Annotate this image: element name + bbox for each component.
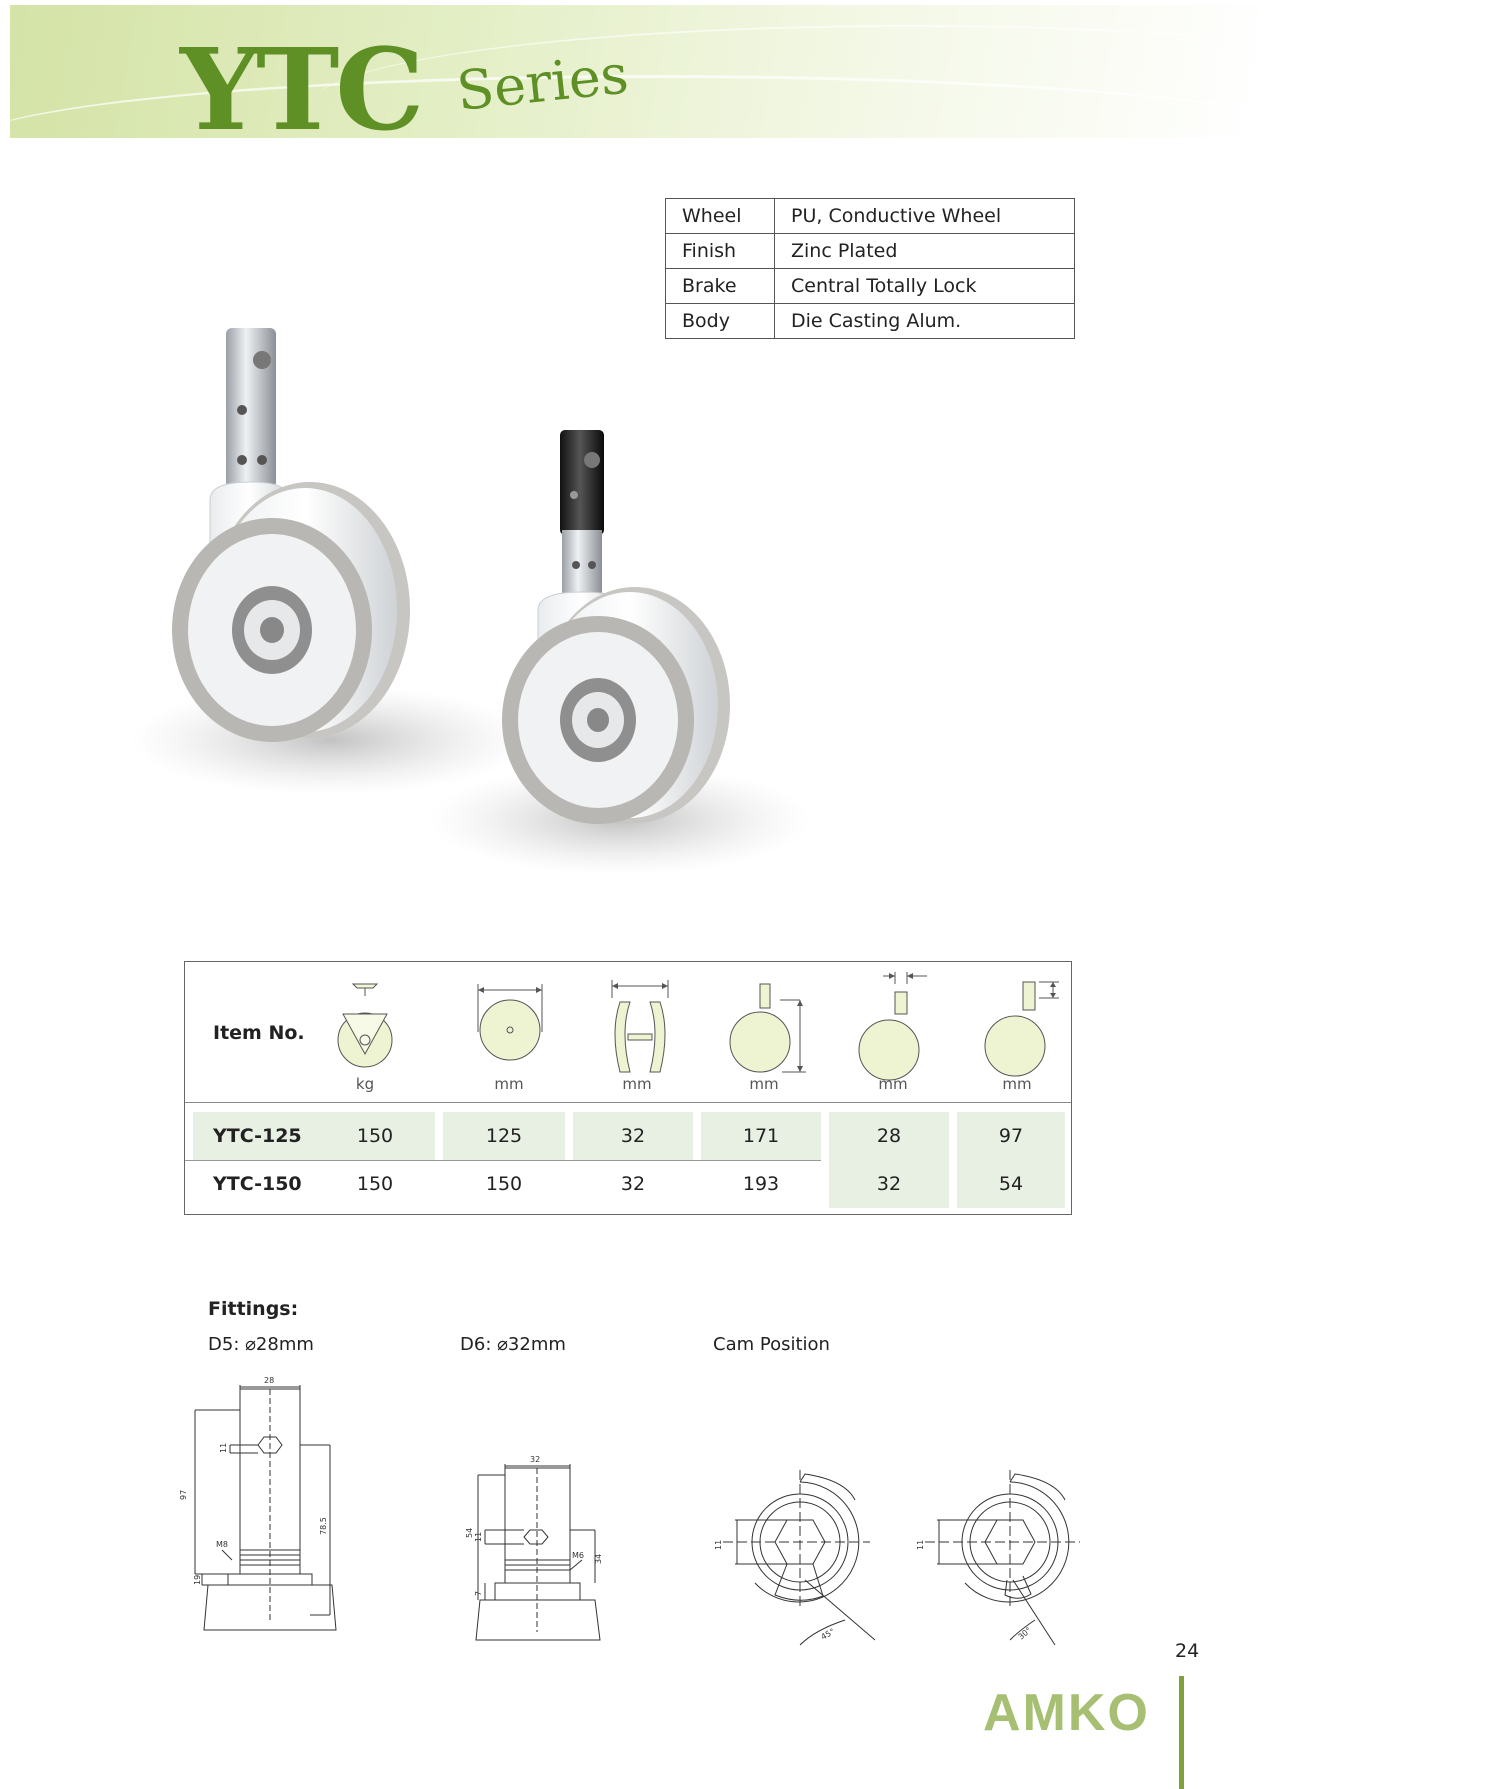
cam-angle-label: 30° [1016,1625,1034,1642]
spec-value: Zinc Plated [775,234,1075,269]
dim-label: 7 [474,1590,483,1596]
dim-label: 11 [219,1442,228,1453]
table-cell: 32 [829,1160,949,1208]
unit-label: mm [622,1075,652,1093]
dim-label: 78.5 [319,1517,328,1535]
spec-key: Brake [666,269,775,304]
brand-logo-text: AMKO [983,1684,1150,1742]
spec-row [666,234,1075,269]
spec-key: Finish [666,234,775,269]
stem-length-icon [975,972,1075,1082]
page-number: 24 [1175,1640,1200,1662]
model-cell: YTC-150 [213,1173,302,1195]
dimension-table [184,961,1072,1215]
overall-height-icon [720,972,820,1072]
dim-label: 28 [264,1376,275,1385]
unit-label: mm [749,1075,779,1093]
dim-label: 11 [474,1531,483,1542]
item-no-header: Item No. [213,1022,305,1044]
header-banner [10,5,1260,156]
spec-key: Wheel [666,199,775,234]
spec-value: Central Totally Lock [775,269,1075,304]
cam-angle-label: 45° [819,1626,837,1642]
dim-label: M6 [572,1551,584,1560]
cam-position-45-drawing [705,1470,885,1650]
fitting-d6-drawing [460,1450,630,1670]
spec-row [666,269,1075,304]
wheel-diameter-icon [470,972,550,1072]
fitting-d6-label: D6: ⌀32mm [460,1334,566,1355]
table-cell: 150 [315,1112,435,1160]
caster-small [430,430,810,875]
table-cell: 32 [620,1173,646,1195]
fittings-title: Fittings: [208,1298,299,1320]
fitting-d5-drawing [180,1375,350,1670]
cam-position-30-drawing [915,1470,1095,1650]
dim-label: 19 [193,1574,202,1585]
unit-label: mm [1002,1075,1032,1093]
amko-logo [983,1682,1153,1742]
table-cell: 125 [443,1112,565,1160]
unit-label: kg [355,1075,375,1093]
table-cell: 28 [829,1112,949,1160]
table-cell: 54 [957,1160,1065,1208]
spec-value: PU, Conductive Wheel [775,199,1075,234]
spec-key: Body [666,304,775,339]
table-cell: 150 [485,1173,523,1195]
spec-table [665,198,1075,339]
unit-label: mm [494,1075,524,1093]
table-cell: 97 [957,1112,1065,1160]
wheel-width-icon [600,972,680,1072]
header-divider [185,1102,1071,1103]
dim-label: 32 [530,1455,541,1464]
table-cell: 171 [701,1112,821,1160]
spec-row [666,199,1075,234]
series-subtitle: Series [453,42,632,123]
table-cell: 150 [356,1173,394,1195]
stem-diameter-icon [847,972,947,1082]
caster-product-photo [180,320,840,920]
unit-label: mm [878,1075,908,1093]
caster-large [130,328,530,795]
spec-value: Die Casting Alum. [775,304,1075,339]
dim-label: 54 [465,1527,474,1538]
fitting-d5-label: D5: ⌀28mm [208,1334,314,1355]
series-title: YTC [180,25,421,156]
dim-label: 97 [179,1489,188,1500]
dim-label: 34 [594,1553,603,1564]
brand-bar [1179,1676,1184,1789]
cam-hex-label: 11 [714,1539,723,1550]
table-cell: 193 [742,1173,780,1195]
model-cell: YTC-125 [193,1112,327,1160]
load-capacity-icon [335,972,395,1072]
cam-hex-label: 11 [916,1539,925,1550]
dim-label: M8 [216,1540,228,1549]
table-cell: 32 [573,1112,693,1160]
cam-position-label: Cam Position [713,1334,830,1355]
